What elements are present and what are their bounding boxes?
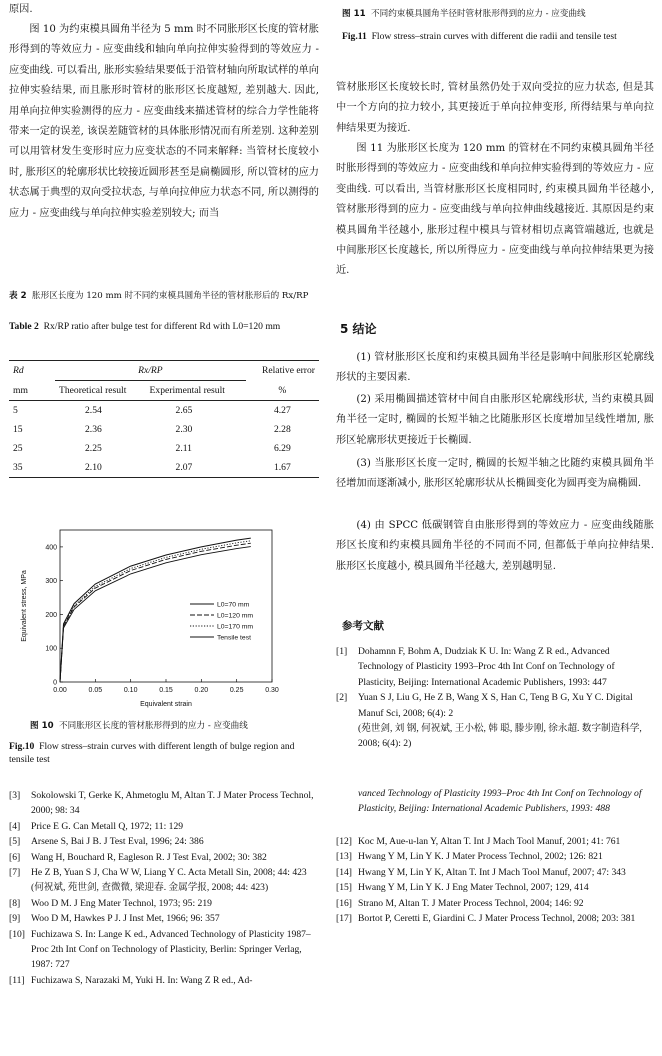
reference-item — [336, 721, 654, 752]
reference-item — [9, 973, 319, 988]
y-axis-label: Equivalent stress, MPa — [21, 570, 28, 642]
reference-text: Strano M, Altan T. J Mater Process Technol, 2004; 146: 92 — [358, 897, 584, 909]
reference-text: Price E G. Can Metall Q, 1972; 11: 129 — [31, 820, 184, 832]
col-head-error: Relative error — [261, 365, 315, 377]
reference-number: [3] — [9, 790, 21, 801]
reference-number: [12] — [336, 836, 352, 847]
reference-number: [2] — [336, 692, 348, 704]
unit-error: % — [278, 384, 287, 396]
paragraph-fig10-discussion: 图 10 为约束模具圆角半径为 5 mm 时不同胀形区长度的管材胀形得到的等效应力 - 应变曲线和轴向单向拉伸实验得到的等效应力 - 应变曲线. 可以看出, 胀形实验结果要低于沿管材轴向所取试样的单向拉伸实验结果, 而且胀形时管材的胀形区长度越短, 差别越大. 因此, 用单向拉伸实验测得的应力 - 应变曲线来描述管材的综合力学性能将带来一定的误差, 该误差随管材的具体胀形情况而有所差别. 这种差别可以用管材发生变形时应力应变状态的不同来解释: 当管材长度较小时, 胀形区的轮廓形状比较接近圆形甚至是扁椭圆形, 所以管材的应力状态属于典型的双向受拉状态, 与单向拉伸应力状态不同, 所以测得的应力 - 应变曲线与单向拉伸实验差别较大; 而当 — [9, 24, 319, 219]
table-cell-err: 6.29 — [273, 443, 291, 454]
table-cell-err: 1.67 — [273, 462, 291, 473]
col-head-rd: Rd — [13, 365, 24, 377]
reference-text: Yuan S J, Liu G, He Z B, Wang X S, Han C, Teng B G, Xu Y C. Digital Manuf Sci, 2008; 6(4): 2 — [358, 692, 633, 719]
reference-text: Fuchizawa S. In: Lange K ed., Advanced Technology of Plasticity 1987–Proc 2th Int Conf on Technology of Plasticity, Berlin: Springer Verlag, 1987: 727 — [31, 928, 311, 971]
reference-number: [14] — [336, 866, 352, 878]
section-title-conclusions: 5 结论 — [340, 322, 377, 336]
conclusion-1: (1) 管材胀形区长度和约束模具圆角半径是影响中间胀形区轮廓线形状的主要因素. — [336, 352, 654, 384]
reference-list-right-bottom — [336, 834, 654, 926]
legend-label-2: L0=120 mm — [217, 612, 254, 620]
legend-label-3: L0=170 mm — [217, 623, 254, 631]
fig11-caption-cn — [342, 8, 652, 21]
paragraph-fragment: 原因. — [9, 4, 33, 15]
reference-number: [13] — [336, 851, 352, 863]
y-tick-label: 300 — [45, 578, 57, 586]
x-tick-label: 0.10 — [123, 687, 138, 694]
y-tick-label: 100 — [45, 645, 57, 653]
reference-number: [11] — [9, 974, 25, 986]
reference-item — [9, 896, 319, 911]
fig10-label-cn: 图 10 — [30, 721, 54, 731]
reference-text: Arsene S, Bai J B. J Test Eval, 1996; 24: 386 — [31, 836, 204, 848]
table-cell-exp: 2.30 — [175, 424, 193, 435]
series-line-4 — [60, 538, 254, 682]
table2-caption-cn-text: 胀形区长度为 120 mm 时不同约束模具圆角半径的管材胀形后的 Rx/RP — [32, 291, 309, 301]
reference-number: [8] — [9, 897, 21, 909]
table-row — [9, 401, 319, 421]
reference-number: [10] — [9, 928, 25, 940]
fig11-label-en: Fig.11 — [342, 31, 367, 42]
series-line-3 — [60, 541, 254, 682]
reference-item — [9, 819, 319, 834]
fig10-caption-en — [9, 740, 319, 766]
paragraph-fig11-discussion: 图 11 为胀形区长度为 120 mm 的管材在不同约束模具圆角半径时胀形得到的等效应力 - 应变曲线和单向拉伸实验得到的等效应力 - 应变曲线. 可以看出, 当管材胀形区长度相同时, 约束模具圆角半径越小, 管材胀形得到的应力 - 应变曲线与单向拉伸曲线越接近. 其原因是约束模具圆角半径越小, 胀形过程中模具与管材相切点离管端越近, 也就是中间胀形区长度越长, 所以所得应力 - 应变曲线与单向拉伸结果更为接近. — [336, 143, 654, 277]
reference-item — [9, 834, 319, 849]
table-cell-exp: 2.11 — [175, 443, 192, 454]
table2-grid — [9, 360, 319, 478]
reference-text: Hwang Y M, Lin Y K, Altan T. Int J Mach Tool Manuf, 2007; 47: 343 — [358, 866, 626, 878]
col-head-experimental: Experimental result — [149, 385, 225, 396]
reference-item — [336, 911, 654, 926]
reference-item — [336, 834, 654, 849]
table-row — [9, 420, 319, 439]
table2-body — [9, 401, 319, 478]
reference-text: (苑世剑, 刘 钢, 何祝斌, 王小松, 韩 聪, 滕步刚, 徐永超. 数字制造科学, 2008; 6(4): 2) — [358, 723, 642, 750]
table-cell-err: 2.28 — [273, 424, 291, 435]
reference-item — [336, 896, 654, 911]
x-axis-label: Equivalent strain — [140, 701, 192, 708]
legend-label-1: L0=70 mm — [217, 601, 250, 609]
reference-number: [5] — [9, 836, 21, 848]
fig10-caption-en-text: Flow stress–strain curves with different length of bulge region and tensile test — [9, 741, 295, 765]
table-cell-err: 4.27 — [273, 405, 291, 416]
fig11-caption-en — [342, 30, 652, 43]
table-cell-theo: 2.54 — [85, 405, 102, 416]
reference-text: Hwang Y M, Lin Y K. J Mater Process Technol, 2002; 126: 821 — [358, 851, 603, 863]
reference-text: (何祝斌, 苑世剑, 查微微, 梁迎春. 金属学报, 2008; 44: 423) — [31, 882, 269, 894]
conclusion-3: (3) 当胀形区长度一定时, 椭圆的长短半轴之比随约束模具圆角半径增加而逐渐减小, 胀形区轮廓形状从长椭圆变化为圆再变为扁椭圆. — [336, 458, 654, 490]
conclusion-4: (4) 由 SPCC 低碳钢管自由胀形得到的等效应力 - 应变曲线随胀形区长度和约束模具圆角半径的不同而不同, 但都低于单向拉伸结果. 胀形区长度越小, 模具圆角半径越大, 差别越明显. — [336, 520, 654, 572]
x-tick-label: 0.25 — [229, 687, 244, 694]
reference-item — [9, 850, 319, 865]
table-cell-rd: 15 — [13, 424, 23, 435]
reference-item — [9, 927, 319, 973]
x-tick-label: 0.20 — [194, 687, 209, 694]
reference-number: [7] — [9, 867, 21, 879]
y-tick-label: 200 — [45, 611, 57, 619]
reference-item — [336, 880, 654, 895]
reference-item — [336, 690, 654, 721]
fig11-image-region — [336, 0, 654, 6]
reference-item — [9, 880, 319, 895]
paragraph-continuation: 管材胀形区长度较长时, 管材虽然仍处于双向受拉的应力状态, 但是其中一个方向的拉力较小, 其更接近于单向拉伸变形, 所得结果与单向拉伸结果更为接近. — [336, 82, 654, 134]
fig10-label-en: Fig.10 — [9, 741, 35, 752]
table2-caption-en — [9, 320, 319, 333]
table2 — [9, 360, 319, 478]
legend-label-4: Tensile test — [217, 634, 252, 642]
col-head-theoretical: Theoretical result — [59, 385, 127, 396]
table-row — [9, 458, 319, 478]
reference-item — [336, 849, 654, 864]
reference-text: Bortot P, Ceretti E, Giardini C. J Mater Process Technol, 2008; 203: 381 — [358, 913, 636, 925]
table-cell-rd: 35 — [13, 462, 23, 473]
reference-list-left — [9, 788, 319, 988]
reference-item — [336, 865, 654, 880]
fig11-caption-en-text: Flow stress–strain curves with different die radii and tensile test — [371, 31, 617, 42]
reference-text: Dohamnn F, Bohm A, Dudziak K U. In: Wang Z R ed., Advanced Technology of Plasticity 1993–Proc 4th Int Conf on Technology of Plasticity, Beijing: International Academic Publishers, 1993: 447 — [358, 646, 615, 688]
table-cell-exp: 2.65 — [175, 405, 193, 416]
table-cell-rd: 5 — [13, 405, 18, 416]
reference-text: vanced Technology of Plasticity 1993–Proc 4th Int Conf on Technology of Plasticity, Beijing: International Academic Publishers, 1993: 488 — [358, 788, 642, 815]
fig11-caption-cn-text: 不同约束模具圆角半径时管材胀形得到的应力 - 应变曲线 — [371, 9, 586, 19]
reference-list-right-top — [336, 644, 654, 752]
reference-text: Hwang Y M, Lin Y K. J Eng Mater Technol, 2007; 129, 414 — [358, 882, 589, 894]
table-cell-exp: 2.07 — [175, 462, 193, 473]
reference-text: Koc M, Aue-u-lan Y, Altan T. Int J Mach Tool Manuf, 2001; 41: 761 — [358, 836, 621, 847]
table-cell-theo: 2.25 — [85, 443, 102, 454]
conclusion-2: (2) 采用椭圆描述管材中间自由胀形区轮廓线形状, 当约束模具圆角半径一定时, 椭圆的长短半轴之比随胀形区长度增加呈线性增加, 胀形区轮廓形状更接近于长椭圆. — [336, 394, 654, 446]
reference-number: [4] — [9, 820, 21, 832]
reference-number: [16] — [336, 897, 352, 909]
table-cell-rd: 25 — [13, 443, 23, 454]
y-tick-label: 0 — [53, 679, 57, 687]
reference-item — [9, 865, 319, 880]
reference-text: He Z B, Yuan S J, Cha W W, Liang Y C. Acta Metall Sin, 2008; 44: 423 — [31, 867, 307, 879]
reference-text: Woo D M. J Eng Mater Technol, 1973; 95: 219 — [31, 897, 212, 909]
fig10-caption-cn — [30, 720, 320, 733]
reference-11-continuation — [336, 786, 654, 817]
reference-text: Woo D M, Hawkes P J. J Inst Met, 1966; 96: 357 — [31, 913, 220, 925]
fig11-label-cn: 图 11 — [342, 9, 366, 19]
table-row — [9, 439, 319, 458]
table2-label-en: Table 2 — [9, 321, 39, 332]
references-title: 参考文献 — [342, 620, 384, 632]
fig10-caption-cn-text: 不同胀形区长度的管材胀形得到的应力 - 应变曲线 — [59, 721, 248, 731]
col-head-ratio: Rx/RP — [55, 361, 246, 381]
table2-caption-en-text: Rx/RP ratio after bulge test for different Rd with L0=120 mm — [43, 321, 281, 332]
reference-number: [1] — [336, 646, 348, 657]
reference-number: [15] — [336, 882, 352, 894]
fig10-chart — [14, 520, 294, 712]
x-tick-label: 0.30 — [265, 687, 279, 694]
reference-item — [9, 911, 319, 926]
reference-item — [336, 644, 654, 690]
reference-text: Wang H, Bouchard R, Eagleson R. J Test Eval, 2002; 30: 382 — [31, 851, 267, 863]
reference-text: Fuchizawa S, Narazaki M, Yuki H. In: Wang Z R ed., Ad- — [31, 974, 253, 986]
x-tick-label: 0.00 — [53, 687, 67, 694]
y-tick-label: 400 — [45, 544, 57, 552]
reference-item — [336, 786, 654, 817]
reference-number: [17] — [336, 913, 352, 925]
table-cell-theo: 2.10 — [85, 462, 102, 473]
table2-caption-cn — [9, 290, 319, 303]
reference-item — [9, 788, 319, 819]
reference-number: [6] — [9, 851, 21, 863]
reference-number: [9] — [9, 913, 21, 925]
reference-text: Sokolowski T, Gerke K, Ahmetoglu M, Altan T. J Mater Process Technol, 2000; 98: 34 — [31, 790, 314, 817]
table2-label-cn: 表 2 — [9, 291, 27, 301]
x-tick-label: 0.15 — [159, 687, 173, 694]
x-tick-label: 0.05 — [88, 687, 103, 694]
table-cell-theo: 2.36 — [85, 424, 102, 435]
unit-rd: mm — [13, 384, 28, 396]
